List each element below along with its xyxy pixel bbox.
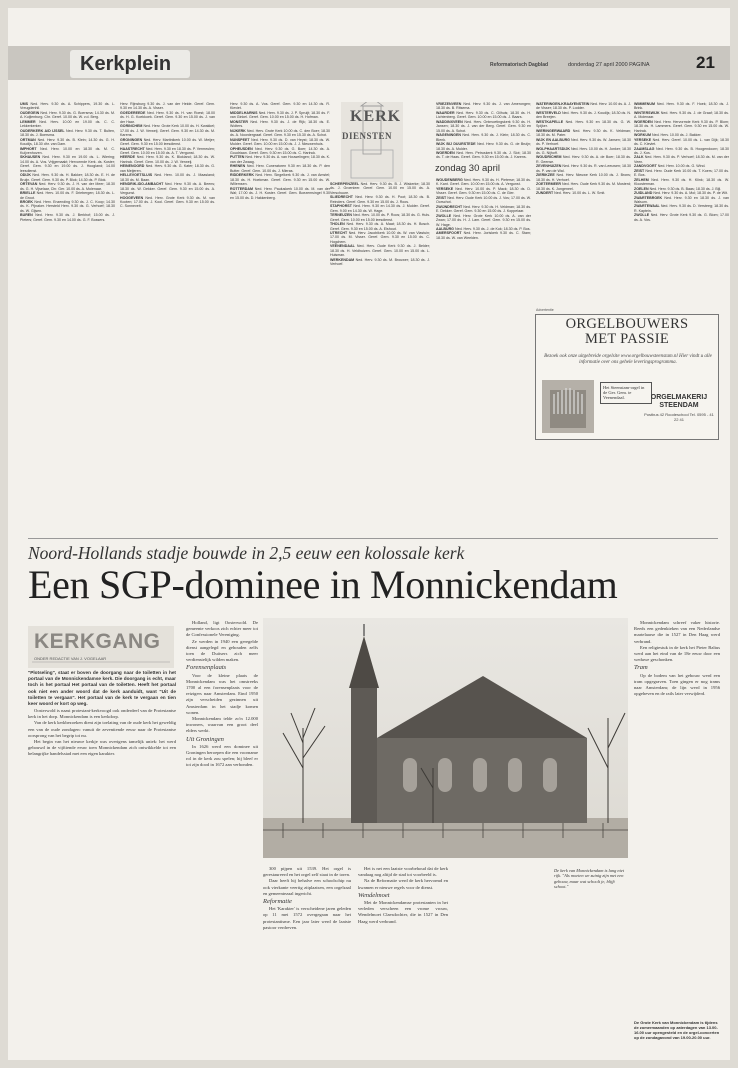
place-name: ZWIJNDRECHT (436, 204, 464, 209)
service-listing-entry: MIDDELHARNIS Ned. Herv. 9.30 ds. J. P. Spruijt; 18.30 ds. F. van Ginkel. Geref. Gem. 10.00 en 15.00 ds. H. Hofman. (230, 110, 330, 120)
listing-column-4b (436, 178, 531, 538)
service-listing-entry: ODIJK Ned. Herv. 9.30 ds. H. Bakker; 18.30 ds. E. H. de Bruijn. Geref. Gem. 9.30 ds. P. Blok; 14.30 ds. P. Blok. (20, 173, 115, 182)
service-listing-entry: HEINENOORD Ned. Herv. 9.30 ds. G. Kater; 18.30 ds. G. van Meijeren. (120, 164, 215, 173)
place-name: GORINCHEM (120, 124, 144, 129)
place-name: SLIEDRECHT (330, 195, 356, 200)
place-name: VRIEZENVEEN (436, 102, 464, 106)
service-listing-entry: BUREN Ned. Herv. 9.30 ds. J. Berkhof; 15.00 ds. J. Pieters; Geref. Gem. 9.30 en 14.00 ds. G. F. Bossers. (20, 213, 115, 222)
article-col4b-body (358, 900, 448, 925)
service-listing-entry: ZOETERMEER Ned. Herv. Oude Kerk 9.30 ds. M. Mosterd; 18.30 ds. K. Jongeneel. (536, 182, 631, 191)
service-listing-entry: OPHEUSDEN Ned. Herv. 9.30 ds. G. Boer; 14.30 ds. A. Goudriaan. Geref. Gem. 9.30 en 15.00 ds. C. Harinck. (230, 146, 330, 155)
place-name: ORTMAN (20, 137, 38, 142)
service-listing-entry: WINTERSWIJK Ned. Herv. 9.30 ds. J. de Graaf; 18.30 ds. A. Molenaar. (634, 110, 729, 120)
service-listing-entry: WESTERVELD Ned. Herv. 9.30 ds. J. Koudijs; 18.30 ds. N. den Breejen. (536, 110, 631, 120)
article-paragraph: Met de Monnickendamse protestanten in het verleden verscheen een vrome vrouw, Wendelmoet Claesdochter, die in 1527 in Den Haag werd verbrand. (358, 900, 448, 924)
article-paragraph: 300 pijpen uit 1539. Het orgel is gerestaureerd en het orgel zelf staat in de toren. (263, 866, 351, 878)
place-name: WERKENDAM (330, 257, 356, 262)
place-name: WIJK EN AALBURG (536, 137, 572, 142)
place-name: ZUNDERT (536, 191, 555, 196)
service-listing-entry: ZAAMSLAG Ned. Herv. 9.30 ds. B. Hoogendoorn; 18.30 ds. J. Kos. (634, 146, 729, 155)
service-listing-entry: ORTEVAN Ned. Herv. 9.30 ds. J. H. van der Meer; 18.30 ds. G. H. Vijselaar, Chr. Ger. 10.00 ds. A. Molenaar. (20, 182, 115, 191)
article-column-2 (186, 620, 258, 1055)
place-name: WOERDEN (436, 150, 457, 155)
kerkgang-subtitle: ONDER REDACTIE VAN J. VOGELAAR (34, 656, 107, 661)
service-listing-entry: STAPHORST Ned. Herv. 9.30 en 14.30 ds. J. Mulder. Geref. Gem. 9.00 en 14.30 ds. W. Hage. (330, 204, 430, 213)
place-name: ZWARTEWAAL (634, 204, 661, 209)
kerkdiensten-title-2: DIENSTEN (342, 131, 393, 141)
service-listing-entry: ZANDVOORT Ned. Herv. 10.00 ds. G. Wind. (634, 164, 706, 169)
place-name: BRIELLE (20, 191, 37, 196)
place-name: MIDDELHARNIS (230, 110, 259, 115)
article-column-5 (456, 866, 548, 1056)
service-listing-entry: WIJK BIJ DUURSTEDE Ned. Herv. 9.30 ds. G. de Bruijn; 18.30 ds. A. Mulder. (436, 142, 531, 151)
listing-column-2 (120, 102, 215, 537)
article-col2c-body (186, 744, 258, 769)
ad-address: Postbus 42 Roodeschool Tel. 0595 - 41 22 41 (644, 412, 714, 422)
place-name: NUNSPEET (230, 137, 252, 142)
service-listing-entry: RHENEN Ned. Herv. Cuneratoren 9.30 en 18.30 ds. P. den Butter. Geref. Gem. 10.00 ds. J. Mieras. (230, 164, 330, 173)
service-listing-entry: WATERINGEN-KRAAYENSTEIN Ned. Herv. 10.00 ds. A. J. de Visser; 18.30 ds. P. Lodder. (536, 102, 631, 111)
article-paragraph: Het is net een laatste voorbehoud dat de kerk vandaag nog altijd de stad tot voorbeeld is. (358, 866, 448, 878)
service-listing-entry: PUTTEN Ned. Herv. 9.30 ds. A. van Houwelingen; 18.30 ds. K. van der Zwaag. (230, 155, 330, 164)
service-listing-entry: UTRECHT Ned. Herv. Jacobikerk 10.00 ds. W. van Vlastuin; 17.00 ds. M. Visser. Geref. Gem. 9.30 en 15.00 ds. C. Hogchem. (330, 230, 430, 244)
place-name: AALBURG (436, 226, 455, 231)
place-name: WIMMENUM (634, 102, 657, 106)
place-name: HELLEVOETSLUIS (120, 173, 155, 178)
service-listing-entry: WIMMENUM Ned. Herv. 9.30 ds. F. Hoek; 18.30 ds. J. Brink. (634, 102, 729, 111)
service-listing-entry: ZELHEM Ned. Herv. 9.30 ds. H. Klink; 18.30 ds. W. Kloosterman. (634, 177, 729, 187)
section-title: Kerkplein (80, 53, 172, 75)
article-paragraph: Holland, ligt Oosterwold. De gemeente verkoos zich echter meer tot de Confessionele Vereniging. (186, 620, 258, 638)
article-paragraph: Daar heeft hij behalve een schoolschip nu ook vierkante veertig zitplaatsen, een orgelzaal en gemeentezaal ingericht. (263, 878, 351, 896)
subhead-forensenplaats: Forensenplaats (186, 664, 227, 672)
organ-photo (542, 380, 594, 433)
place-name: ZALK (634, 155, 645, 160)
ad-title-line-2: MET PASSIE (585, 331, 669, 347)
service-listing-entry: IMPHORT Ned. Herv. 10.00 en 18.30 ds. M. C. Kuijvenhoven. (20, 146, 115, 155)
service-listing-entry: RIDDERKERK Ned. Herv. Singelkerk 9.30 ds. J. van Amstel; 18.30 ds. H. Hoekman. Geref. Gem. 9.30 en 15.00 ds. W. Willemsen. (230, 173, 330, 187)
article-column-3 (263, 866, 351, 1056)
article-paragraph: In 1626 werd een dominee uit Groningen beroepen die een voorname rol in de kerk zou spelen; hij bleef er tot zijn dood in 1672 aan verbonden. (186, 743, 258, 768)
issue-date: donderdag 27 april 2000 PAGINA (568, 62, 650, 68)
place-name: ZANDVOORT (634, 164, 658, 169)
place-name: ZOETERMEER (536, 182, 562, 187)
service-listing-entry: WORKUM Ned. Herv. 10.00 ds. J. Bakker. (634, 133, 702, 138)
service-listing-entry: WESTKAPELLE Ned. Herv. 9.30 en 18.30 ds. G. W. Spijker. (536, 119, 631, 129)
newspaper-page (8, 8, 730, 1060)
ad-firm-name: ORGELMAKERIJ STEENDAM (650, 394, 708, 409)
service-listing-entry: HOOGEVEEN Ned. Herv. Grote Kerk 9.30 ds. M. van Kooten; 17.00 ds. J. Kool. Geref. Gem. 9.30 en 15.00 ds. C. Sonnevelt. (120, 195, 215, 209)
place-name: OPHEUSDEN (230, 146, 256, 151)
ad-photo-caption: Het Steenstam-orgel in de Ger. Gem. te Veenendaal. (600, 382, 652, 404)
service-listing-entry: ZUNDERT Ned. Herv. 10.00 ds. L. W. Smit. (536, 191, 606, 196)
article-column-6 (634, 620, 720, 1016)
service-listing-entry: WAARDER Ned. Herv. 9.30 ds. C. Gilhuis; 18.30 ds. H. Lichtenberg. Geref. Gem. 10.00 en 15.00 ds. J. Baars. (436, 110, 531, 120)
place-name: ZIERIKZEE (536, 173, 557, 178)
service-listing-entry: GOEDEREEDE Ned. Herv. 9.30 ds. H. van Roest; 18.00 ds. H. G. Koekkoek. Geref. Gem. 9.30 en 15.00 ds. J. van der Haar. (120, 110, 215, 124)
place-name: ZELHEM (634, 177, 652, 182)
ad-title (547, 317, 707, 347)
article-divider (28, 538, 718, 539)
service-listing-entry: AMERSFOORT Ned. Herv. Joriskerk 9.30 ds. C. Stam; 18.30 ds. W. van Weelden. (436, 231, 531, 240)
place-name: NIJKERK (230, 128, 247, 133)
place-name: ZWOLLE (634, 213, 651, 218)
article-col4-body (358, 866, 448, 891)
ad-title-line-1: ORGELBOUWERS (565, 316, 689, 332)
article-paragraph: Na de Reformatie werd de kerk hervormd en kwamen er nieuwe regels voor de dienst. (358, 878, 448, 890)
place-name: BROEK (20, 199, 35, 204)
place-name: IMPHORT (20, 146, 41, 151)
photo-caption: De kerk van Monnickendam is lang niet rijk. "Als moeten we zuinig zijn met een gebouw, maar wat schoolt je, blijft schoot." (554, 868, 624, 889)
article-kicker: Noord-Hollands stadje bouwde in 2,5 eeuw een kolossale kerk (28, 543, 465, 563)
place-name: SCHERPENZEEL (330, 182, 361, 186)
service-listing-entry: WOLPHAARTSDIJK Ned. Herv. 10.00 ds. H. Jonker; 18.30 ds. G. Nijhoff. (536, 146, 631, 155)
article-paragraph: Het begin van het nieuwe kerkje was overigens tamelijk uniek: het werd gebouwd in de vijftiende eeuw toen Monnickendam zich ontwikkelde tot een belangrijke handelsstad met een eigen karakter. (28, 739, 176, 757)
place-name: ZAAMSLAG (634, 146, 657, 151)
page-number: 21 (696, 53, 715, 72)
place-name: WIERINGERWAARD (536, 128, 573, 133)
service-listing-entry: UMS Ned. Herv. 9.30 ds. A. Schippers, 19.30 ds. L. Vreugdenhil. (20, 102, 115, 111)
place-name: ZOELEN (634, 186, 650, 191)
article-col6-body (634, 620, 720, 663)
service-listing-entry: ZWOLLE Ned. Herv. Grote Kerk 9.30 ds. G. Blom; 17.00 ds. A. Vos. (634, 213, 729, 222)
subhead-tram: Tram (634, 664, 648, 672)
place-name: ZEIST (436, 195, 448, 200)
article-paragraph: Oosterwold is naast protestant-kerkvoogd ook onderdeel van de Protestantse kerk in het dorp. Monnickendam is een kerkdorp. (28, 708, 176, 720)
place-name: MONSTER (230, 119, 251, 124)
service-listing-entry: HELLEVOETSLUIS Ned. Herv. 10.00 ds. J. Maasland; 18.30 ds. M. Baan. (120, 173, 215, 182)
place-name: ZEIST (634, 168, 646, 173)
service-listing-entry: WAGENINGEN Ned. Herv. 9.30 ds. J. Klein; 18.30 ds. C. Blenk. (436, 133, 531, 142)
service-listing-entry: MONSTER Ned. Herv. 9.30 ds. J. de Rijk; 18.30 ds. E. Wolters. (230, 119, 330, 129)
article-paragraph: Van de kerk kerkbezoeken dient zijn toelating van de oude kerk het geweldig een van de oude zondagen: vanuit de zeventiende eeuw naar de Protestantse oorsprong van het begrip tot nu. (28, 720, 176, 738)
service-listing-entry: WOUDRICHEM Ned. Herv. 9.30 ds. A. de Boer; 18.30 ds. R. Geense. (536, 155, 631, 164)
service-listing-entry: SKHAUSEN Ned. Herv. 9.30 en 19.00 ds. L. Wiering; 14.00 ds. A. Vos. Vrijgemaakt; Hervormde Kerk. ds. Koster; Geref. Gem. 9.30 en 19.00 ds. J. Hoogland; 14.00 leesdienst. (20, 155, 115, 173)
service-listing-entry: OUDERKERK A/D IJSSEL Ned. Herv. 9.30 ds. T. Bulten, 18.30 ds. J. Boersma. (20, 128, 115, 138)
service-listing-entry: AALBURG Ned. Herv. 9.30 ds. J. de Kok; 18.30 ds. P. Bos. (436, 226, 531, 231)
church-photo (263, 618, 628, 858)
place-name: ZWOLLE (436, 213, 454, 218)
service-listing-entry: TERNEUZEN Ned. Herv. 10.00 ds. P. Roos; 18.30 ds. G. Huls. Geref. Gem. 10.00 en 15.00 leesdienst. (330, 213, 430, 222)
place-name: WOLPHAARTSDIJK (536, 146, 571, 151)
article-paragraph: Een religiestuk in de kerk het Pieter Baltus werd aan het eind van de 18e eeuw door een weduwe geschonken. (634, 644, 720, 663)
service-listing-entry: ZEVENHUIZEN Ned. Herv. 9.30 ds. R. van Leeuwen; 18.30 ds. P. van de Wal. (536, 164, 631, 173)
service-listing-entry: HAASTRECHT Ned. Herv. 9.30 en 18.30 ds. P. Vermeulen; Geref. Gem. 10.00 en 15.00 ds. A. T. Vergunst. (120, 146, 215, 155)
service-listing-entry: OUDEGEIN Ned. Herv. 9.30 ds. G. Boersma; 14.30 ds. M. A. Kuijlenburg. Chr. Geref. 10.00 ds. W. v.d. Berg. (20, 110, 115, 120)
listing-column-5 (536, 102, 631, 302)
service-listing-entry: WOERDEN Ned. Herv. Hervormde Kerk 9.30 ds. P. Blom; 18.30 ds. H. Lammers. Geref. Gem. 9.30 en 15.00 ds. W. Harinck. (634, 119, 729, 133)
place-name: ZWARTEBROEK (634, 195, 665, 200)
service-listing-entry: HEERDE Ned. Herv. 9.30 ds. K. Blokland; 18.30 ds. W. Harinck. Geref. Gem. 10.00 ds. J. W. Verweij. (120, 155, 215, 164)
service-listing-entry: WERKENDAM Ned. Herv. 9.30 ds. M. Brouwer; 18.30 ds. J. Verhoef. (330, 257, 430, 267)
place-name: ORTEVAN (20, 182, 39, 187)
place-name: WOUDRICHEM (536, 155, 563, 160)
service-listing-entry: WADDINXVEEN Ned. Herv. Ontmoetingskerk 9.30 ds. H. Jansen; 18.30 ds. J. van der Berg. Geref. Gem. 9.30 en 15.00 ds. A. Schot. (436, 119, 531, 133)
article-footer-note: De Grote Kerk van Monnickendam is tijdens de zomermaanden op zaterdagen van 13.00-16.00 uur opengesteld en de orgel-concerten op de zondagavond van 19.00-20.00 uur. (634, 1020, 720, 1040)
place-name: WESTERVELD (536, 110, 562, 115)
article-lead: "Plotseling", staat er boven de doorgang naar de toiletten in het portaal van de Monnickendamse kerk. Die doorgang is echt, maar toch is het portaal Het portaal van de toiletten. Heeft het portaal ook niet een ander woord dat de kerk aanduidt, want "Uit de toiletten te vergaan". Het portaal van de kerk te vergaan en tien keer woord er kort op weg. (28, 670, 176, 707)
article-col3-body (263, 866, 351, 897)
place-name: TERNEUZEN (330, 213, 353, 218)
place-name: WATERINGEN-KRAAYENSTEIN (536, 102, 591, 106)
service-listing-entry: THOLEN Ned. Herv. 9.30 ds. A. Maat; 18.30 ds. H. Bosch. Geref. Gem. 9.30 en 15.00 ds. A. Elshout. (330, 222, 430, 231)
place-name: WORKUM (634, 133, 652, 138)
service-listing-entry: VEENENDAAL Ned. Herv. Oude Kerk 9.30 ds. J. Belder; 18.30 ds. H. Veldhuizen. Geref. Gem. 10.00 en 15.00 ds. L. Huisman. (330, 244, 430, 258)
service-listing-entry: ZUIDLAND Ned. Herv. 9.30 ds. A. Mol; 18.30 ds. P. de Wit. (634, 191, 728, 196)
place-name: ROTTERDAM (230, 186, 255, 191)
place-name: PUTTEN (230, 155, 246, 160)
place-name: HAASTRECHT (120, 146, 146, 151)
place-name: HEINENOORD (120, 164, 146, 169)
article-paragraph: Het 'Karakter' is verscheidene jaren geleden op 11 mei 1572 overgegaan naar het protestantisme. Een jaar later werd de laatste pastoor verdreven. (263, 906, 351, 930)
service-listing-entry: LEMMER Ned. Herv. 10.00 en 19.00 ds. C. C. Lekkerkerker. (20, 119, 115, 129)
place-name: HOOGEVEEN (120, 195, 146, 200)
listing-column-1 (20, 102, 115, 537)
service-listing-entry: GORINCHEM Ned. Herv. Grote Kerk 10.00 ds. H. Kwakkel; 17.00 ds. J. W. Verweij. Geref. Gem. 9.30 en 14.30 ds. M. Karens. (120, 124, 215, 138)
service-listing-entry: Herv. 9.30 ds. A. Vos. Geref. Gem. 9.30 en 14.30 ds. R. Kieviet. (230, 102, 330, 111)
service-listing-entry: ROTTERDAM Ned. Herv. Pauluskerk 10.00 ds. M. van der Wal; 17.00 ds. J. H. Koster. Geref. Gem. Boezemsingel 9.30 en 15.00 ds. D. Hakkenberg. (230, 186, 330, 200)
service-listing-entry: BROEK Ned. Herv. Enzending 9.30 ds. J. C. Koop; 14.30 ds. K. Pijnaker. Hersteld Herv. 9.30 ds. G. Verhoef; 18.30 ds. W. Gijsen. (20, 199, 115, 213)
place-name: OUDERKERK A/D IJSSEL (20, 128, 66, 133)
place-name: UMS (20, 102, 31, 106)
service-listing-entry: ZWOLLE Ned. Herv. Grote Kerk 10.00 ds. A. van der Zwan; 17.00 ds. H. J. Lam. Geref. Gem. 9.30 en 15.00 ds. W. Hage. (436, 213, 531, 227)
article-headline: Een SGP-dominee in Monnickendam (28, 562, 618, 607)
service-listing-entry: WIJK EN AALBURG Ned. Herv. 9.30 ds. W. Jansen; 18.30 ds. P. Verhoef. (536, 137, 631, 147)
place-name: SKHAUSEN (20, 155, 43, 160)
article-col2-body (186, 620, 258, 663)
place-name: STAPHORST (330, 204, 354, 209)
article-col1-body (28, 708, 176, 758)
service-listing-entry: GRONINGEN Ned. Herv. Martinikerk 10.00 ds. W. Meijer; Geref. Gem. 9.30 en 15.00 leesdienst. (120, 137, 215, 147)
service-listing-entry: SCHERPENZEEL Ned. Herv. 9.30 ds. B. J. Wiskerke; 18.30 ds. J. Groenleer. Geref. Gem. 10.00 en 15.00 ds. A. Verschuure. (330, 182, 430, 195)
service-listing-entry: ORTMAN Ned. Herv. 9.30 ds. B. Klein; 14.30 ds. G. H. Koudijs, 18.30 dhr. van Dam. (20, 137, 115, 147)
place-name: AMERSFOORT (436, 231, 464, 236)
service-listing-entry: ZWIJNDRECHT Ned. Herv. 9.30 ds. H. Veldman; 18.30 ds. E. Dekker. Geref. Gem. 9.30 en 15.00 ds. J. Koppelaar. (436, 204, 531, 214)
service-listing-entry: HENDRIK-IDO-AMBACHT Ned. Herv. 9.30 ds. A. Beens; 18.30 ds. W. Dekker. Geref. Gem. 9.30 en 15.00 ds. A. Vergunst. (120, 182, 215, 196)
article-column-4 (358, 866, 448, 1056)
place-name: UTRECHT (330, 230, 349, 235)
service-listing-entry: NUNSPEET Ned. Herv. 9.30 ds. D. van Heyst; 18.30 ds. W. Mulder. Geref. Gem. 10.00 en 15.00 ds. J. J. Nieuwenhuis. (230, 137, 330, 147)
article-paragraph: Monnickendam telde zo'n 12.000 inwoners, waarvan een groot deel elders werkt. (186, 716, 258, 734)
place-name: OUDEGEIN (20, 110, 41, 115)
place-name: ODIJK (20, 173, 33, 178)
kerkdiensten-title-1: KERK (350, 108, 402, 125)
listing-column-3b (330, 182, 430, 537)
article-col2b-body (186, 673, 258, 735)
article-paragraph: Voor de kleine plaats de Monnickendam was het omstreeks 1700 al een forensenplaats voor de reizigers naar Amsterdam. Eind 1950 zijn verscheiden gezinnen uit Amsterdam in het stadje komen wonen. (186, 672, 258, 715)
listing-column-3 (230, 102, 330, 537)
ad-label: Advertentie (536, 308, 554, 312)
place-name: WOERDEN (634, 119, 655, 124)
publication-name: Reformatorisch Dagblad (490, 62, 549, 68)
place-name: ZUIDLAND (634, 191, 654, 196)
service-listing-entry: Herv. Rijnsburg 9.30 ds. J. van der Heide. Geref. Gem. 9.30 en 14.30 ds. A. Visser. (120, 102, 215, 111)
place-name: WESTKAPELLE (536, 119, 566, 124)
article-paragraph: Ze werden in 1940 een geregelde dienst aangelegd en gehouden zelfs toen de Duitsers zich meer verdienstelijk wilden maken. (186, 638, 258, 663)
place-name: WADDINXVEEN (436, 119, 465, 124)
place-name: WOUDENBERG (436, 178, 464, 182)
subhead-wendelmoet: Wendelmoet (358, 891, 390, 899)
place-name: WIJK BIJ DUURSTEDE (436, 142, 478, 147)
place-name: RIDDERKERK (230, 173, 256, 178)
ad-subtext: Bezoek ook onze uitgebreide orgelsite www.orgelbouwsteenstam.nl Hier vindt u alle informatie over ons gehele leveringsprogramma. (544, 354, 712, 366)
service-listing-entry: YERSEKE Ned. Herv. Geref. 10.00 ds. L. van Dijk; 18.30 ds. C. Kieviet. (634, 137, 729, 147)
place-name: GRONINGEN (120, 137, 144, 142)
service-listing-entry: WOERDEN Ned. Herv. Petruskerk 9.30 ds. J. Slot; 18.30 ds. T. de Haas. Geref. Gem. 9.30 en 15.00 ds. J. Karens. (436, 150, 531, 160)
place-name: YERSEKE (634, 137, 653, 142)
place-name: THOLEN (330, 222, 347, 227)
article-paragraph: Monnickendam schreef vaker historie. Reeds een gedenkteken van een Nederlandse martelaarse die in 1527 in Den Haag werd verbrand. (634, 620, 720, 644)
service-listing-entry: BRIELLE Ned. Herv. 10.00 ds. F. Driebergen; 18.30 ds. L. de Groot. (20, 191, 115, 200)
place-name: WAARDER (436, 110, 457, 115)
service-listing-entry: ZEIST Ned. Herv. Oude Kerk 10.00 ds. J. Vos; 17.00 ds. W. Oorschot. (436, 195, 531, 205)
place-name: ZEVENHUIZEN (536, 164, 563, 169)
service-listing-entry: YERSEKE Ned. Herv. 10.00 ds. P. Mack; 18.30 ds. D. Visser. Geref. Gem. 9.30 en 15.00 ds. C. de Gier. (436, 186, 531, 196)
service-listing-entry: WIERINGERWAARD Ned. Herv. 9.30 ds. K. Veldman; 18.30 ds. M. Pater. (536, 128, 631, 138)
service-listing-entry: ZEIST Ned. Herv. Oude Kerk 10.00 ds. T. Koers; 17.00 ds. E. Bos. (634, 168, 729, 178)
place-name: HENDRIK-IDO-AMBACHT (120, 182, 165, 187)
place-name: RHENEN (230, 164, 247, 169)
service-listing-entry: NIJKERK Ned. Herv. Grote Kerk 10.00 ds. C. den Boer; 18.30 ds. A. Noordergraaf. Geref. Gem. 9.30 en 15.30 ds. A. Schot. (230, 128, 330, 138)
place-name: WINTERSWIJK (634, 110, 661, 115)
service-listing-entry: ZOELEN Ned. Herv. 9.30 ds. B. Baas; 18.30 ds. J. Bijl. (634, 186, 722, 191)
service-listing-entry: WOUDENBERG Ned. Herv. 9.30 ds. H. Pieterse; 18.30 ds. K. Kant. Geref. Gem. 10.00 en 15.00 ds. A. Vergunst. (436, 178, 531, 187)
service-listing-entry: VRIEZENVEEN Ned. Herv. 9.30 ds. J. van Amerongen; 18.30 ds. B. Ritsema. (436, 102, 531, 111)
place-name: VEENENDAAL (330, 244, 357, 249)
article-paragraph: Op de bodem van het gebouw werd een tram opgegraven. Toen gingen er nog trams naar Amsterdam; de lijn werd in 1956 opgeheven en de rails later verwijderd. (634, 672, 720, 697)
place-name: YERSEKE (436, 186, 456, 191)
article-column-1 (28, 708, 176, 1053)
subhead-reformatie: Reformatie (263, 898, 292, 906)
place-name: HEERDE (120, 155, 137, 160)
subhead-uit-groningen: Uit Groningen (186, 735, 224, 743)
place-name: GOEDEREEDE (120, 110, 148, 115)
article-col6b-body (634, 673, 720, 698)
service-listing-entry: ZWARTEBROEK Ned. Herv. 9.30 en 18.30 ds. J. van Walsum. (634, 195, 729, 204)
service-listing-entry: ZWARTEWAAL Ned. Herv. 9.30 ds. D. Versteeg; 18.30 ds. R. Kaptein. (634, 204, 729, 213)
place-name: WAGENINGEN (436, 133, 463, 138)
place-name: BUREN (20, 213, 36, 218)
service-listing-entry: ZIERIKZEE Ned. Herv. Nieuwe Kerk 10.00 ds. J. Brons; 18.30 ds. H. Verhoef. (536, 173, 631, 182)
service-date: zondag 30 april (435, 163, 500, 174)
article-col3b-body (263, 906, 351, 931)
place-name: LEMMER (20, 119, 40, 124)
service-listing-entry: SLIEDRECHT Ned. Herv. 9.30 ds. H. Poot; 18.30 ds. B. Reinders. Geref. Gem. 9.30 en 15.00 ds. J. Roos. (330, 195, 430, 204)
service-listing-entry: ZALK Ned. Herv. 9.30 ds. P. Verhoef; 18.30 ds. M. van der Veen. (634, 155, 729, 164)
kerkgang-title: KERKGANG (34, 630, 161, 653)
